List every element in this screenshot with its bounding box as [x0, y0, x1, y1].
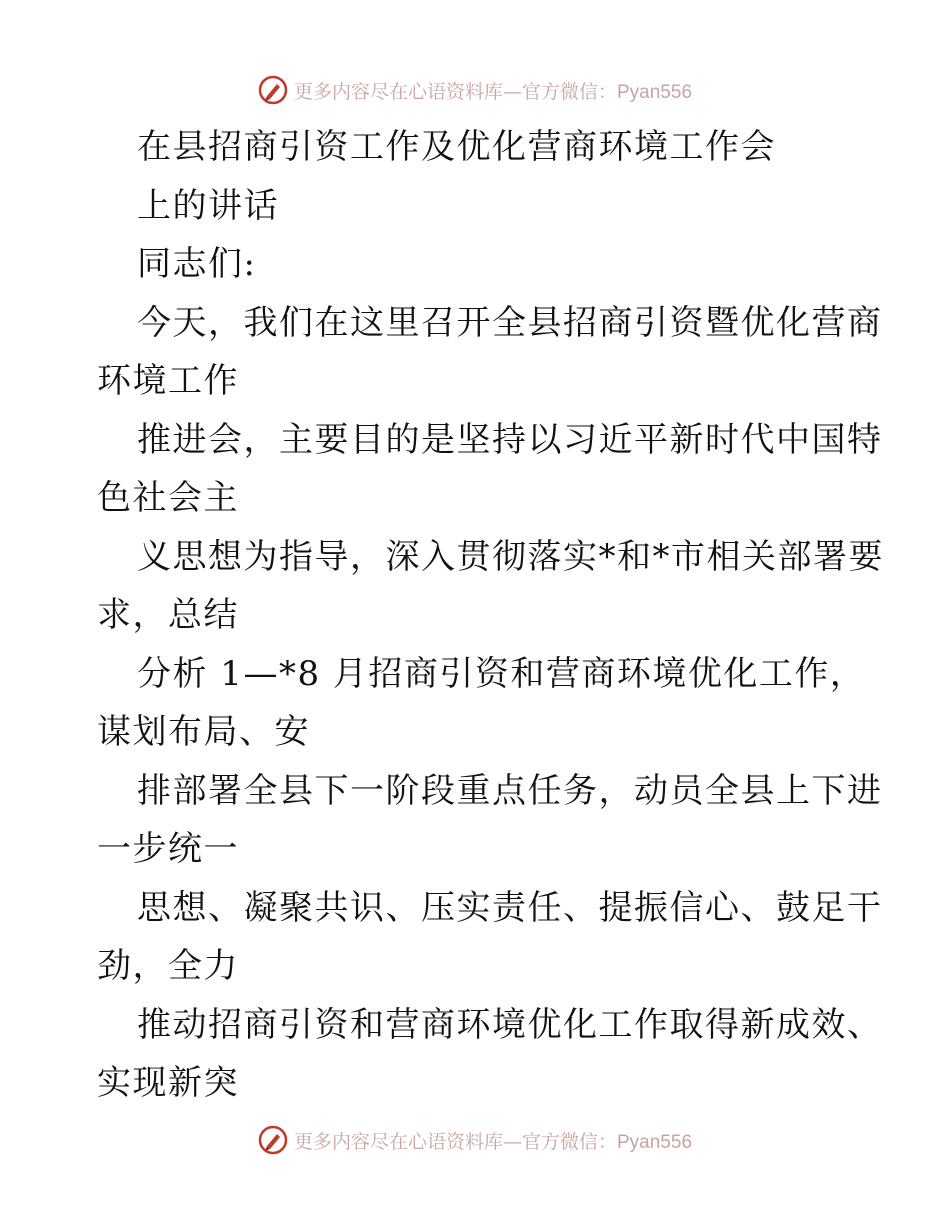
doc-line: 环境工作	[97, 361, 239, 401]
watermark-text: 更多内容尽在心语资料库—官方微信：Pyan556	[293, 1130, 693, 1153]
doc-line: 劲，全力	[97, 946, 239, 986]
doc-title-line-2: 上的讲话	[137, 185, 279, 226]
doc-line: 今天，我们在这里召开全县招商引资暨优化营商	[137, 302, 883, 343]
watermark-text: 更多内容尽在心语资料库—官方微信：Pyan556	[293, 80, 693, 103]
doc-line: 色社会主	[97, 478, 239, 518]
doc-line: 一步统一	[97, 829, 239, 869]
doc-line: 推进会，主要目的是坚持以习近平新时代中国特	[137, 419, 883, 460]
doc-line: 思想、凝聚共识、压实责任、提振信心、鼓足干	[137, 887, 883, 928]
pen-logo-icon	[258, 75, 288, 105]
doc-line: 求，总结	[97, 595, 239, 635]
watermark-wechat-id: Pyan556	[617, 1131, 693, 1153]
doc-salutation: 同志们:	[137, 244, 257, 284]
pen-logo-icon	[258, 1125, 288, 1155]
doc-line: 推动招商引资和营商环境优化工作取得新成效、	[137, 1004, 883, 1045]
doc-line: 实现新突	[97, 1063, 239, 1103]
header-watermark	[0, 70, 950, 110]
footer-watermark	[0, 1120, 950, 1160]
document-body	[97, 118, 884, 1113]
doc-line: 分析 1—*8 月招商引资和营商环境优化工作，	[137, 653, 866, 694]
doc-line: 义思想为指导，深入贯彻落实*和*市相关部署要	[137, 536, 884, 577]
watermark-wechat-id: Pyan556	[617, 81, 693, 103]
doc-line: 排部署全县下一阶段重点任务，动员全县上下进	[137, 770, 883, 811]
doc-line: 谋划布局、安	[97, 712, 310, 752]
doc-title-line-1: 在县招商引资工作及优化营商环境工作会	[137, 127, 776, 167]
